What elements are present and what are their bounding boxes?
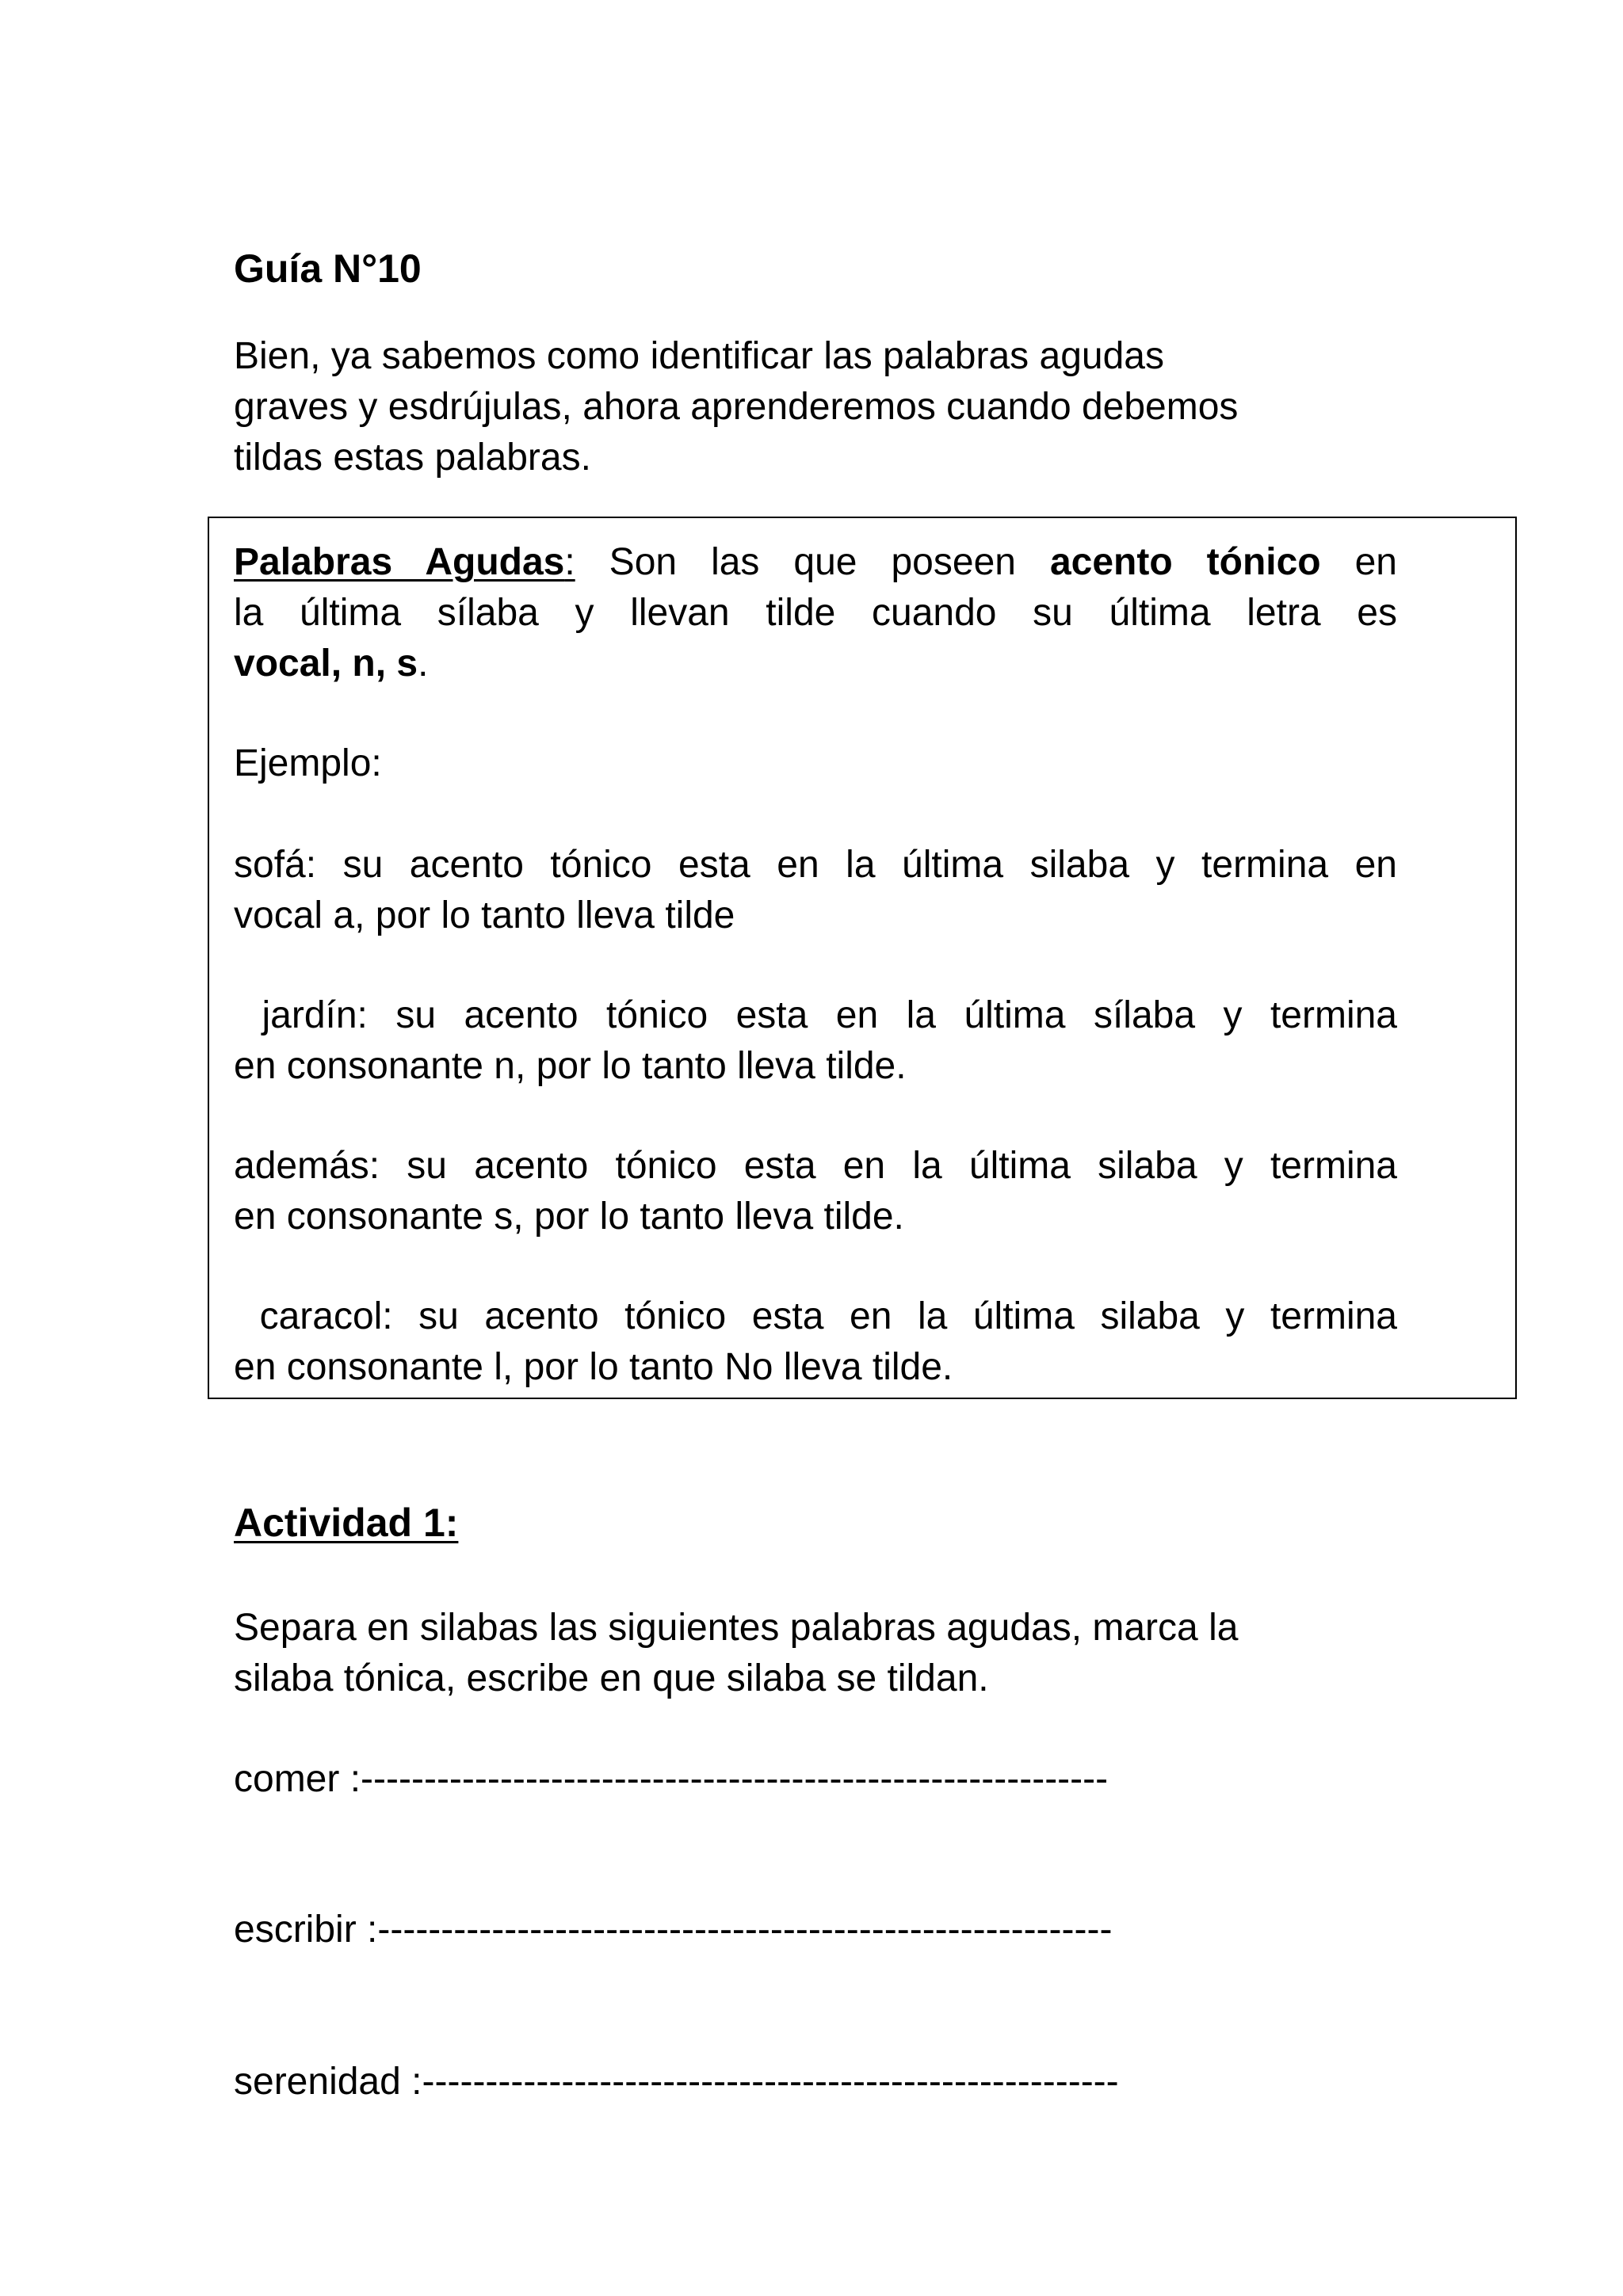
rule-heading-colon: : xyxy=(564,541,575,583)
intro-paragraph xyxy=(234,331,1238,483)
definition-bold-term: acento tónico xyxy=(1049,541,1321,583)
answer-blank[interactable]: :----------------------------------------------------------- xyxy=(339,1758,1109,1800)
example-line: en consonante l, por lo tanto No lleva tilde. xyxy=(234,1346,953,1388)
definition-line xyxy=(234,639,428,689)
answer-blank[interactable]: :------------------------------------------------------- xyxy=(400,2061,1119,2103)
exercise-word: serenidad xyxy=(234,2061,401,2103)
example-line: sofá: su acento tónico esta en la última silaba y termina en xyxy=(234,844,1397,886)
exercise-word: comer xyxy=(234,1758,340,1800)
exercise-line-comer xyxy=(234,1754,1108,1805)
example-label: Ejemplo: xyxy=(234,742,382,784)
example-line: además: su acento tónico esta en la última silaba y termina xyxy=(234,1145,1397,1187)
example-line: jardín: su acento tónico esta en la última sílaba y termina xyxy=(234,994,1397,1036)
intro-line: graves y esdrújulas, ahora aprenderemos cuando debemos xyxy=(234,386,1239,428)
guide-title: Guía N°10 xyxy=(234,246,422,291)
example-line: vocal a, por lo tanto lleva tilde xyxy=(234,894,735,936)
definition-bold-letters: vocal, n, s xyxy=(234,643,418,685)
answer-blank[interactable]: :---------------------------------------------------------- xyxy=(356,1909,1113,1951)
definition-line: la última sílaba y llevan tilde cuando su última letra es xyxy=(234,592,1397,634)
definition-text: en xyxy=(1320,541,1397,583)
exercise-line-escribir xyxy=(234,1905,1112,1955)
activity-instructions xyxy=(234,1603,1238,1704)
rule-heading: Palabras Agudas xyxy=(234,541,565,583)
definition-end: . xyxy=(418,643,429,685)
intro-line: tildas estas palabras. xyxy=(234,437,591,479)
intro-line: Bien, ya sabemos como identificar las palabras agudas xyxy=(234,335,1164,377)
example-line: en consonante s, por lo tanto lleva tilde. xyxy=(234,1196,904,1238)
exercise-line-serenidad xyxy=(234,2057,1119,2107)
definition-text: Son las que poseen xyxy=(575,541,1050,583)
example-line: en consonante n, por lo tanto lleva tilde. xyxy=(234,1045,907,1087)
instruction-line: silaba tónica, escribe en que silaba se tildan. xyxy=(234,1657,989,1699)
example-line: caracol: su acento tónico esta en la última silaba y termina xyxy=(234,1295,1398,1337)
definition-line xyxy=(234,537,1397,588)
instruction-line: Separa en silabas las siguientes palabras agudas, marca la xyxy=(234,1607,1239,1649)
exercise-word: escribir xyxy=(234,1909,357,1951)
activity-title: Actividad 1: xyxy=(234,1501,459,1545)
